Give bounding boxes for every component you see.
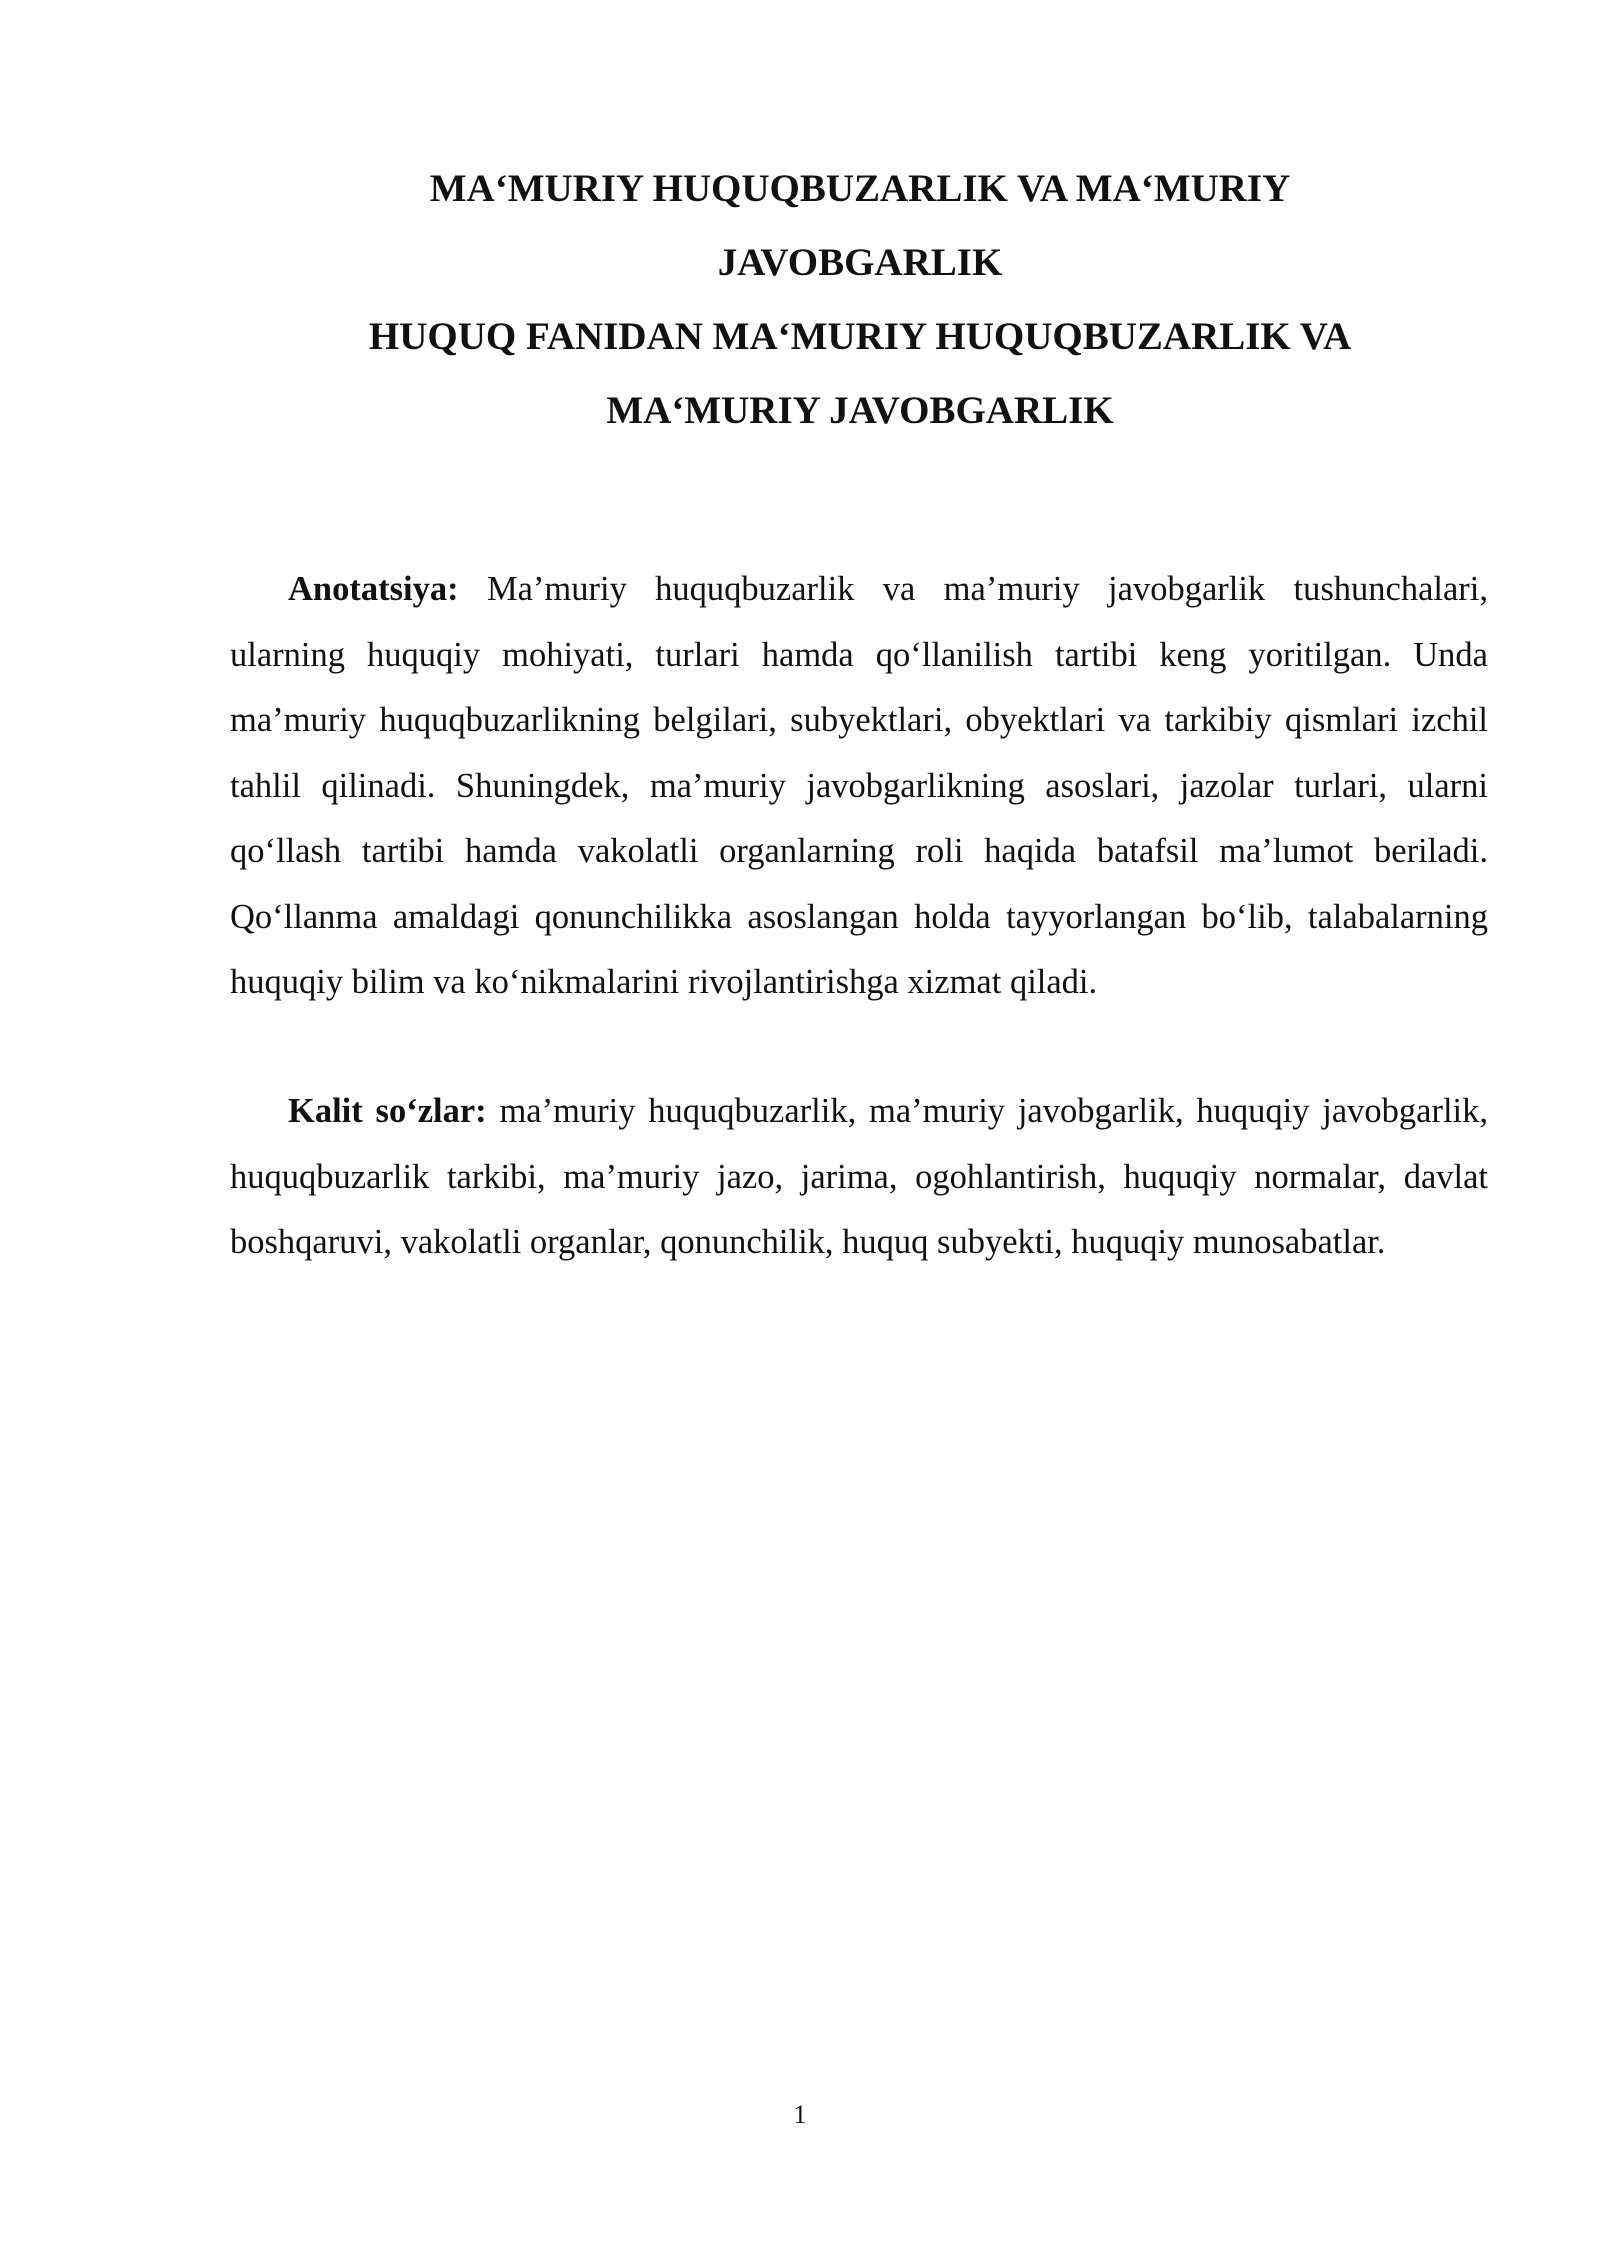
- title-line-3: HUQUQ FANIDAN MA‘MURIY HUQUQBUZARLIK VA: [368, 315, 1352, 358]
- page-number: 1: [793, 2100, 807, 2129]
- document-title: [200, 152, 1520, 448]
- keywords-paragraph: [230, 1079, 1488, 1276]
- title-line-2: JAVOBGARLIK: [717, 241, 1003, 284]
- title-line-1: MA‘MURIY HUQUQBUZARLIK VA MA‘MURIY: [429, 167, 1291, 210]
- keywords-text: ma’muriy huquqbuzarlik, ma’muriy javobgarlik, huquqiy javobgarlik, huquqbuzarlik tarkibi, ma’muriy jazo, jarima, ogohlantirish, huquqiy normalar, davlat boshqaruvi, vakolatli organlar, qonunchilik, huquq subyekti, huquqiy munosabatlar.: [230, 1092, 1489, 1261]
- title-line-4: MA‘MURIY JAVOBGARLIK: [606, 389, 1114, 432]
- abstract-label: Anotatsiya:: [288, 570, 459, 608]
- abstract-text: Ma’muriy huquqbuzarlik va ma’muriy javobgarlik tushunchalari, ularning huquqiy mohiyati, turlari hamda qo‘llanilish tartibi keng yoritilgan. Unda ma’muriy huquqbuzarlikning belgilari, subyektlari, obyektlari va tarkibiy qismlari izchil tahlil qilinadi. Shuningdek, ma’muriy javobgarlikning asoslari, jazolar turlari, ularni qo‘llash tartibi hamda vakolatli organlarning roli haqida batafsil ma’lumot beriladi. Qo‘llanma amaldagi qonunchilikka asoslangan holda tayyorlangan bo‘lib, talabalarning huquqiy bilim va ko‘nikmalarini rivojlantirishga xizmat qiladi.: [230, 570, 1489, 1001]
- abstract-paragraph: [230, 557, 1488, 1016]
- keywords-label: Kalit so‘zlar:: [288, 1092, 487, 1130]
